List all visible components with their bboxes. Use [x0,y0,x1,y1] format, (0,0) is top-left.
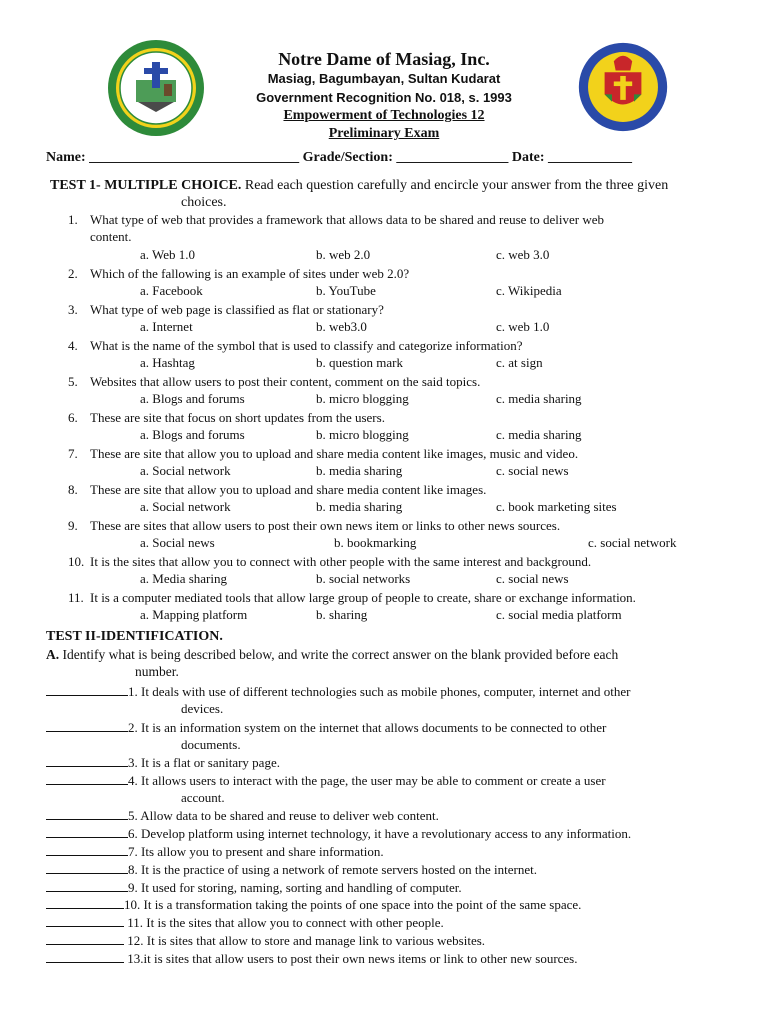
option-b[interactable]: b. social networks [316,571,411,586]
item-text: 5. Allow data to be shared and reuse to deliver web content. [128,808,439,824]
option-c[interactable]: c. Wikipedia [496,283,562,298]
option-c[interactable]: c. book marketing sites [496,499,617,514]
question-text: These are site that focus on short updates from the users. [90,410,385,425]
answer-blank[interactable] [46,861,128,874]
option-c[interactable]: c. social news [496,571,569,586]
question-number: 6. [68,410,78,425]
identification-item-10 [46,896,726,913]
identification-item-13 [46,950,726,967]
item-text: 6. Develop platform using internet technology, it have a revolutionary access to any information. [128,826,632,842]
question-text: It is the sites that allow you to connect with other people with the same interest and background. [90,554,592,569]
item-text: 3. It is a flat or sanitary page. [128,755,280,770]
test2-instructions: Identify what is being described below, and write the correct answer on the blank provided before each [59,647,619,662]
answer-blank[interactable] [46,807,128,820]
option-b[interactable]: b. media sharing [316,463,403,478]
item-text-cont: devices. [181,701,224,716]
question-2 [68,265,728,282]
question-3 [68,301,728,318]
identification-item-4 [46,772,726,806]
option-b[interactable]: b. micro blogging [316,391,409,406]
option-a[interactable]: a. Social network [140,463,231,478]
question-text: These are site that allow you to upload and share media content like images, music and video. [90,446,579,461]
question-11 [68,589,728,606]
school-name: Notre Dame of Masiag, Inc. [278,49,490,69]
option-a[interactable]: a. Media sharing [140,571,228,586]
item-text: 13.it is sites that allow users to post their own news items or link to other new sources. [124,950,578,966]
option-c[interactable]: c. social news [496,463,569,478]
answer-blank[interactable] [46,825,128,838]
identification-item-9 [46,879,726,896]
item-text: 7. Its allow you to present and share information. [128,843,384,859]
identification-item-7 [46,843,726,860]
item-text: 10. It is a transformation taking the points of one space into the point of the same space. [124,897,582,913]
test1-instructions-cont: choices. [181,195,227,210]
option-a[interactable]: a. Mapping platform [140,607,248,622]
question-1 [68,211,728,245]
school-address: Masiag, Bagumbayan, Sultan Kudarat [267,71,501,86]
question-text: These are site that allow you to upload and share media content like images. [90,482,487,497]
question-text: What type of web that provides a framework that allows data to be shared and reuse to deliver web [90,212,605,227]
test2-part-label: A. [46,647,60,662]
question-6 [68,409,728,426]
option-c[interactable]: c. web 3.0 [496,247,550,262]
student-info-line[interactable]: Name: ______________________________ Grade/Section: ________________ Date: ____________ [46,150,633,165]
option-b[interactable]: b. media sharing [316,499,403,514]
answer-blank[interactable] [46,932,124,945]
option-a[interactable]: a. Blogs and forums [140,427,245,442]
question-7 [68,445,728,462]
test1-instructions: Read each question carefully and encircle your answer from the three given [241,178,669,193]
test2-title: TEST II-IDENTIFICATION. [46,629,223,644]
item-text: 2. It is an information system on the internet that allows documents to be connected to other [128,719,607,735]
answer-blank[interactable] [46,772,128,785]
question-text: Websites that allow users to post their content, comment on the said topics. [90,374,481,389]
test1-heading [50,178,740,194]
identification-item-5 [46,807,726,824]
question-text: Which of the fallowing is an example of sites under web 2.0? [90,266,410,281]
option-b[interactable]: b. web 2.0 [316,247,371,262]
item-text: 11. It is the sites that allow you to connect with other people. [124,915,444,931]
question-number: 1. [68,212,78,227]
question-number: 4. [68,338,78,353]
question-number: 2. [68,266,78,281]
question-10 [68,553,728,570]
identification-item-3 [46,754,726,771]
option-a[interactable]: a. Internet [140,319,193,334]
option-c[interactable]: c. media sharing [496,427,582,442]
answer-blank[interactable] [46,719,128,732]
question-9 [68,517,728,534]
question-text: These are sites that allow users to post their own news item or links to other news sources. [90,518,561,533]
question-text: What is the name of the symbol that is used to classify and categorize information? [90,338,523,353]
exam-header [160,49,608,143]
answer-blank[interactable] [46,683,128,696]
question-text-cont: content. [90,229,132,244]
identification-item-12 [46,932,726,949]
option-c[interactable]: c. at sign [496,355,543,370]
test2-instructions-line [46,647,746,663]
question-text: It is a computer mediated tools that allow large group of people to create, share or exchange information. [90,590,636,605]
option-a[interactable]: a. Social network [140,499,231,514]
question-8 [68,481,728,498]
option-a[interactable]: a. Blogs and forums [140,391,245,406]
item-text: 9. It used for storing, naming, sorting and handling of computer. [128,879,462,895]
exam-title: Preliminary Exam [328,126,440,141]
option-a[interactable]: a. Web 1.0 [140,247,196,262]
option-b[interactable]: b. web3.0 [316,319,367,334]
subject-title: Empowerment of Technologies 12 [283,108,485,123]
answer-blank[interactable] [46,754,128,767]
answer-blank[interactable] [46,879,128,892]
item-text: 4. It allows users to interact with the page, the user may be able to comment or create a user [128,772,606,788]
question-number: 10. [68,554,85,569]
question-text: What type of web page is classified as flat or stationary? [90,302,384,317]
identification-item-11 [46,914,726,931]
option-a[interactable]: a. Social news [140,535,215,550]
question-4 [68,337,728,354]
option-c[interactable]: c. social network [588,535,677,550]
test2-heading [46,629,223,645]
question-number: 9. [68,518,78,533]
answer-blank[interactable] [46,950,124,963]
answer-blank[interactable] [46,843,128,856]
option-c[interactable]: c. media sharing [496,391,582,406]
test2-instructions-cont: number. [135,664,179,679]
option-a[interactable]: a. Facebook [140,283,203,298]
question-number: 5. [68,374,78,389]
question-number: 11. [68,590,84,605]
option-c[interactable]: c. web 1.0 [496,319,550,334]
question-number: 7. [68,446,78,461]
item-text-cont: account. [181,789,225,805]
identification-item-6 [46,825,726,842]
question-number: 8. [68,482,78,497]
identification-item-1 [46,683,726,717]
identification-item-8 [46,861,726,878]
option-a[interactable]: a. Hashtag [140,355,195,370]
option-b[interactable]: b. bookmarking [334,535,417,550]
test1-title: TEST 1- MULTIPLE CHOICE. [50,178,242,193]
option-b[interactable]: b. sharing [316,607,368,622]
item-text: 1. It deals with use of different technologies such as mobile phones, computer, internet and other [128,684,631,699]
question-5 [68,373,728,390]
answer-blank[interactable] [46,914,124,927]
identification-item-2 [46,719,726,753]
option-b[interactable]: b. micro blogging [316,427,409,442]
answer-blank[interactable] [46,896,124,909]
option-b[interactable]: b. question mark [316,355,404,370]
option-c[interactable]: c. social media platform [496,607,622,622]
government-recognition: Government Recognition No. 018, s. 1993 [256,90,512,105]
item-text: 8. It is the practice of using a network of remote servers hosted on the internet. [128,861,538,877]
question-number: 3. [68,302,78,317]
option-b[interactable]: b. YouTube [316,283,376,298]
item-text-cont: documents. [181,736,241,752]
item-text: 12. It is sites that allow to store and manage link to various websites. [124,932,486,948]
